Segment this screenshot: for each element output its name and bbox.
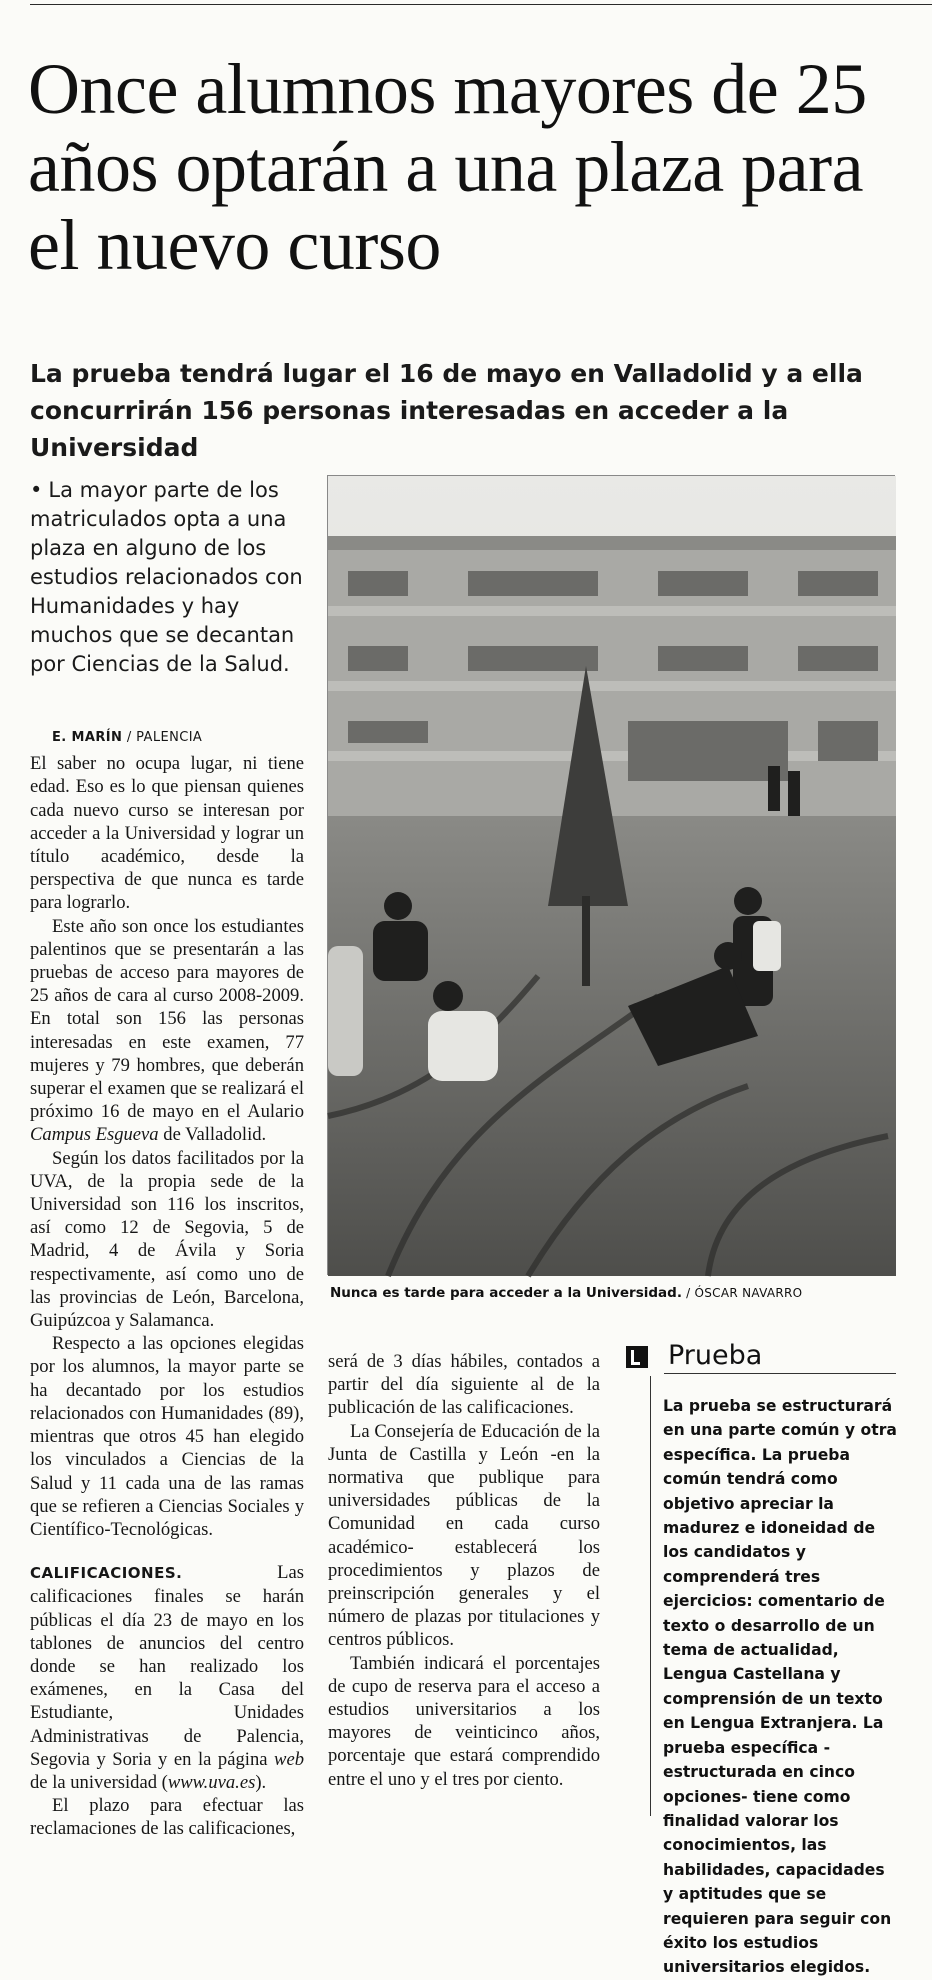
section-lead-calificaciones: CALIFICACIONES.: [30, 1564, 183, 1583]
paragraph-2-text: Este año son once los estudiantes palentinos que se presentarán a las pruebas de acceso para mayores de 25 años de cara al curso 2008-2009. En total son 156 las personas interesadas en este examen, 77 mujeres y 79 hombres, que deberán superar el examen que se realizará el próximo 16 de mayo en el Aulario: [30, 915, 304, 1123]
sidebar-header: [624, 1340, 896, 1374]
university-url: www.uva.es: [167, 1771, 256, 1793]
paragraph-1: El saber no ocupa lugar, ni tiene edad. Eso es lo que piensan quienes cada nuevo curso se interesan por acceder a la Universidad y lograr un título académico, desde la perspectiva de que nunca es tarde para lograrlo.: [30, 753, 304, 914]
campus-name: Campus Esgueva: [30, 1124, 159, 1146]
top-rule: [30, 4, 932, 5]
paragraph-9: También indicará el porcentajes de cupo de reserva para el acceso a estudios universitarios a los mayores de veinticinco años, porcentaje que estará comprendido entre el uno y el tres por ciento.: [328, 1652, 600, 1790]
byline-author: E. MARÍN: [52, 730, 123, 745]
paragraph-5: [30, 1561, 304, 1794]
paragraph-5-text: Las calificaciones finales se harán públicas el día 23 de mayo en los tablones de anuncios del centro donde se han realizado los exámenes, en la Casa del Estudiante, Unidades Administrativas de Palencia, Segovia y Soria y en la página: [30, 1562, 304, 1770]
caption-text: Nunca es tarde para acceder a la Universidad.: [330, 1285, 682, 1301]
photo-illustration: [328, 476, 896, 1276]
sidebar-title: Prueba: [668, 1340, 763, 1371]
byline-place: PALENCIA: [136, 730, 203, 745]
photo-credit: / ÓSCAR NAVARRO: [681, 1286, 803, 1300]
article-column-2: [328, 1350, 600, 1791]
paragraph-2-end: de Valladolid.: [163, 1124, 267, 1146]
sidebar-box: [650, 1376, 898, 1977]
paragraph-6: El plazo para efectuar las reclamaciones de las calificaciones,: [30, 1795, 304, 1840]
paragraph-5-end: ).: [255, 1771, 267, 1793]
headline: Once alumnos mayores de 25 años optarán a una plaza para el nuevo curso: [28, 49, 867, 285]
paragraph-4: Respecto a las opciones elegidas por los alumnos, la mayor parte se ha decantado por los estudios relacionados con Humanidades (89), mientras que otros 45 han elegido los vinculados a Ciencias de la Salud y 11 cada una de las ramas que se refieren a Ciencias Sociales y Científico-Tecnológicas.: [30, 1333, 304, 1540]
paragraph-5-mid: de la universidad (: [30, 1771, 168, 1793]
byline: [30, 726, 304, 749]
subhead: La prueba tendrá lugar el 16 de mayo en Valladolid y a ella concurrirán 156 personas interesadas en acceder a la Universidad: [30, 359, 863, 462]
sidebar-text: La prueba se estructurará en una parte común y otra específica. La prueba común tendrá como objetivo apreciar la madurez e idoneidad de los candidatos y comprenderá tres ejercicios: comentario de texto o desarrollo de un tema de actualidad, Lengua Castellana y comprensión de un texto en Lengua Extranjera. La prueba específica -estructurada en cinco opciones- tiene como finalidad valorar los conocimientos, las habilidades, capacidades y aptitudes que se requieren para seguir con éxito los estudios universitarios elegidos.: [663, 1397, 897, 1977]
web-word: web: [274, 1748, 304, 1770]
paragraph-7: será de 3 días hábiles, contados a partir del día siguiente al de la publicación de las calificaciones.: [328, 1351, 600, 1419]
teaser-bullet: •: [30, 478, 43, 502]
byline-separator: /: [122, 730, 137, 745]
news-photo: [327, 475, 895, 1275]
paragraph-8: La Consejería de Educación de la Junta de Castilla y León -en la normativa que publique para universidades públicas de la Comunidad en cada curso académico- establecerá los procedimientos y plazos de preinscripción generales y el número de plazas por titulaciones y centros públicos.: [328, 1420, 600, 1651]
teaser-text: La mayor parte de los matriculados opta a una plaza en alguno de los estudios relacionados con Humanidades y hay muchos que se decantan por Ciencias de la Salud.: [30, 478, 303, 676]
article-column-1: [30, 726, 304, 1841]
paragraph-2: [30, 915, 304, 1147]
paragraph-spacer: [30, 1541, 304, 1561]
sidebar-title-rule: [664, 1373, 896, 1374]
teaser: [30, 476, 315, 679]
photo-caption: [330, 1285, 920, 1301]
section-logo-icon: [626, 1346, 648, 1368]
paragraph-3: Según los datos facilitados por la UVA, de la propia sede de la Universidad son 116 los inscritos, así como 12 de Segovia, 5 de Madrid, 4 de Ávila y Soria respectivamente, así como uno de las provincias de León, Barcelona, Guipúzcoa y Salamanca.: [30, 1147, 304, 1332]
